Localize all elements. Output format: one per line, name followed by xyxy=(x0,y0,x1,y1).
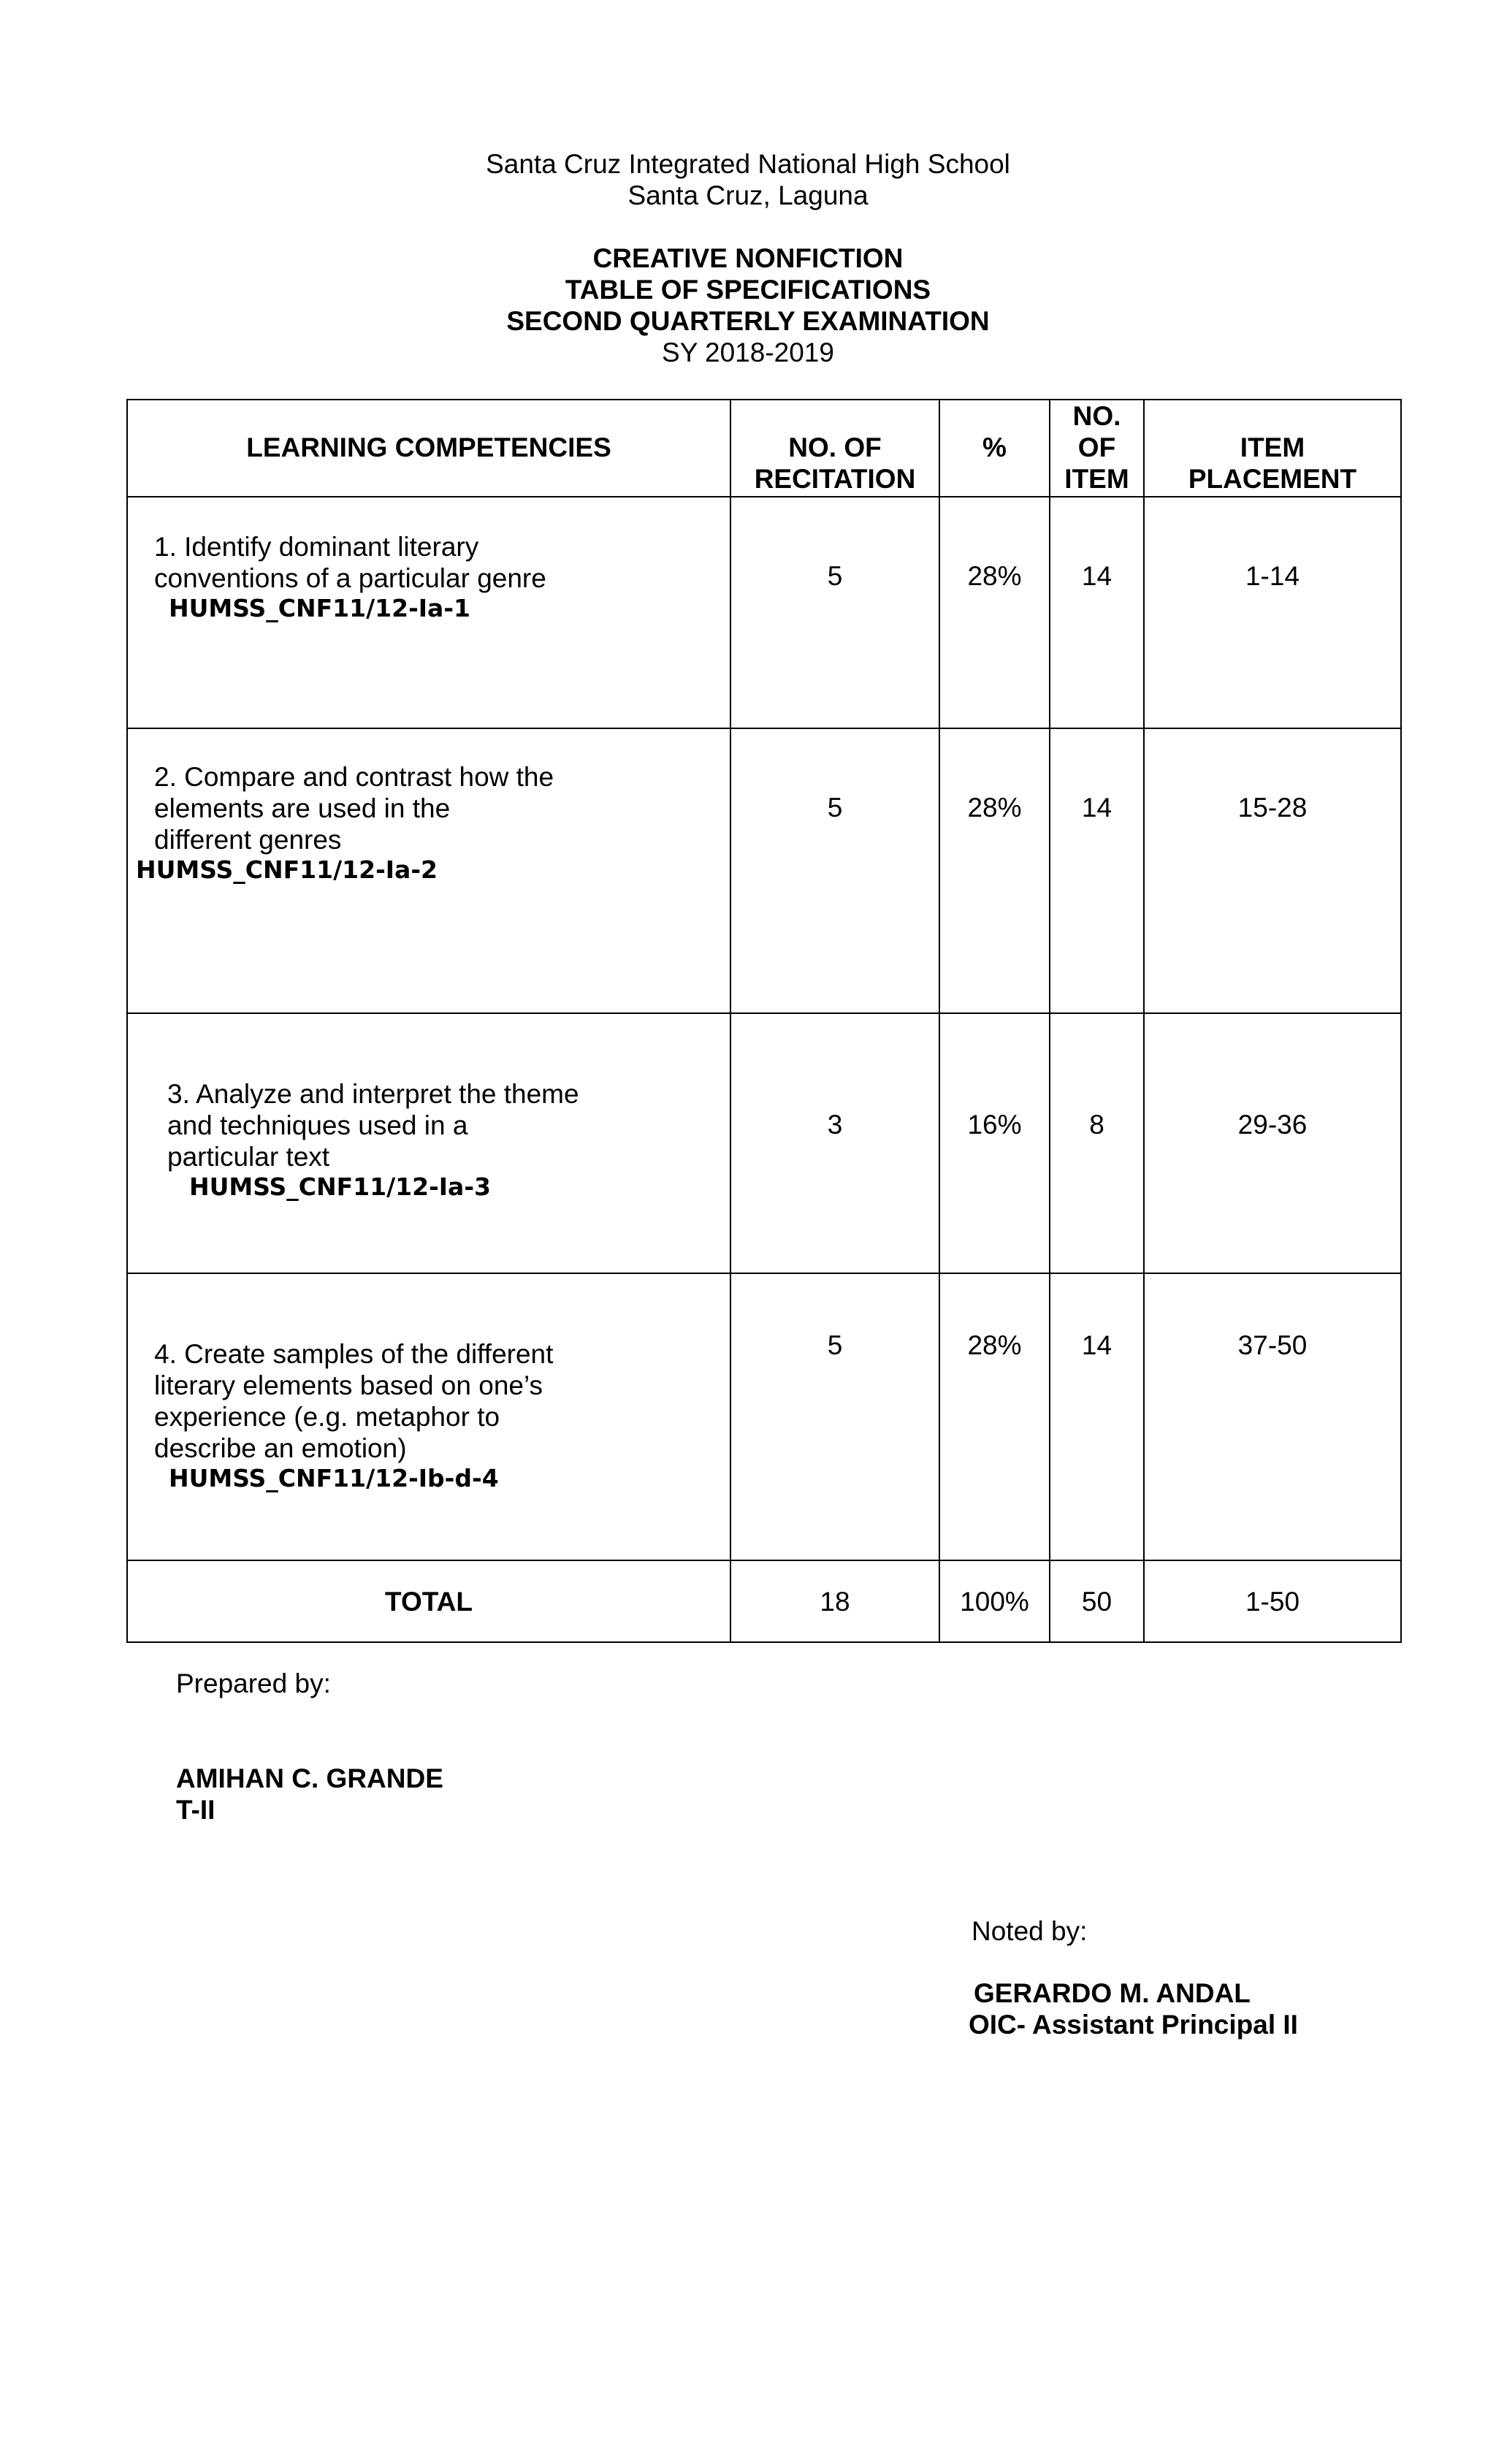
prepared-by-label: Prepared by: xyxy=(176,1668,331,1698)
placement-cell: 37-50 xyxy=(1144,1273,1401,1560)
table-row xyxy=(127,1013,1401,1273)
competency-code: HUMSS_CNF11/12-Ia-1 xyxy=(169,594,470,622)
competency-cell: 4. Create samples of the different literary elements based on one’s experience (e.g. metaphor to describe an emotion) HUMSS_CNF11/12-Ib-d-4 xyxy=(127,1273,730,1560)
prepared-by-position: T-II xyxy=(176,1795,215,1825)
percent-cell: 28% xyxy=(939,1273,1050,1560)
total-label: TOTAL xyxy=(127,1560,730,1642)
percent-cell: 16% xyxy=(939,1013,1050,1273)
placement-cell: 1-14 xyxy=(1144,497,1401,728)
specifications-table xyxy=(126,399,1402,1643)
competency-code: HUMSS_CNF11/12-Ia-2 xyxy=(136,855,438,884)
competency-cell: 3. Analyze and interpret the theme and techniques used in a particular text HUMSS_CNF11/12-Ia-3 xyxy=(127,1013,730,1273)
total-percent: 100% xyxy=(939,1560,1050,1642)
total-placement: 1-50 xyxy=(1144,1560,1401,1642)
total-recitation: 18 xyxy=(730,1560,939,1642)
total-row xyxy=(127,1560,1401,1642)
recitation-cell: 5 xyxy=(730,728,939,1013)
noted-by-position: OIC- Assistant Principal II xyxy=(969,2010,1298,2040)
subject-title: CREATIVE NONFICTION xyxy=(592,243,904,273)
items-cell: 14 xyxy=(1050,497,1144,728)
percent-cell: 28% xyxy=(939,497,1050,728)
competency-code: HUMSS_CNF11/12-Ia-3 xyxy=(189,1172,491,1201)
school-year: SY 2018-2019 xyxy=(662,337,834,367)
placement-cell: 15-28 xyxy=(1144,728,1401,1013)
table-row xyxy=(127,497,1401,728)
document-title-block xyxy=(0,243,1496,368)
school-name: Santa Cruz Integrated National High School xyxy=(486,149,1010,179)
noted-by-name: GERARDO M. ANDAL xyxy=(974,1978,1251,2008)
header-placement: ITEM PLACEMENT xyxy=(1144,400,1401,497)
document-title: TABLE OF SPECIFICATIONS xyxy=(565,275,931,305)
table-row xyxy=(127,1273,1401,1560)
items-cell: 8 xyxy=(1050,1013,1144,1273)
total-items: 50 xyxy=(1050,1560,1144,1642)
school-header xyxy=(0,148,1496,211)
competency-cell: 2. Compare and contrast how the elements are used in the different genres HUMSS_CNF11/12-Ia-2 xyxy=(127,728,730,1013)
school-location: Santa Cruz, Laguna xyxy=(627,180,869,210)
percent-cell: 28% xyxy=(939,728,1050,1013)
exam-title: SECOND QUARTERLY EXAMINATION xyxy=(506,306,990,336)
prepared-by-name: AMIHAN C. GRANDE xyxy=(176,1763,443,1793)
header-items: NO. OF ITEM xyxy=(1050,400,1144,497)
recitation-cell: 5 xyxy=(730,497,939,728)
recitation-cell: 3 xyxy=(730,1013,939,1273)
header-recitation: NO. OF RECITATION xyxy=(730,400,939,497)
noted-by-label: Noted by: xyxy=(972,1916,1088,1946)
header-percent: % xyxy=(939,400,1050,497)
placement-cell: 29-36 xyxy=(1144,1013,1401,1273)
items-cell: 14 xyxy=(1050,1273,1144,1560)
items-cell: 14 xyxy=(1050,728,1144,1013)
header-competencies: LEARNING COMPETENCIES xyxy=(127,400,730,497)
table-header-row xyxy=(127,400,1401,497)
recitation-cell: 5 xyxy=(730,1273,939,1560)
competency-cell: 1. Identify dominant literary conventions of a particular genre HUMSS_CNF11/12-Ia-1 xyxy=(127,497,730,728)
competency-code: HUMSS_CNF11/12-Ib-d-4 xyxy=(169,1464,499,1492)
table-row xyxy=(127,728,1401,1013)
